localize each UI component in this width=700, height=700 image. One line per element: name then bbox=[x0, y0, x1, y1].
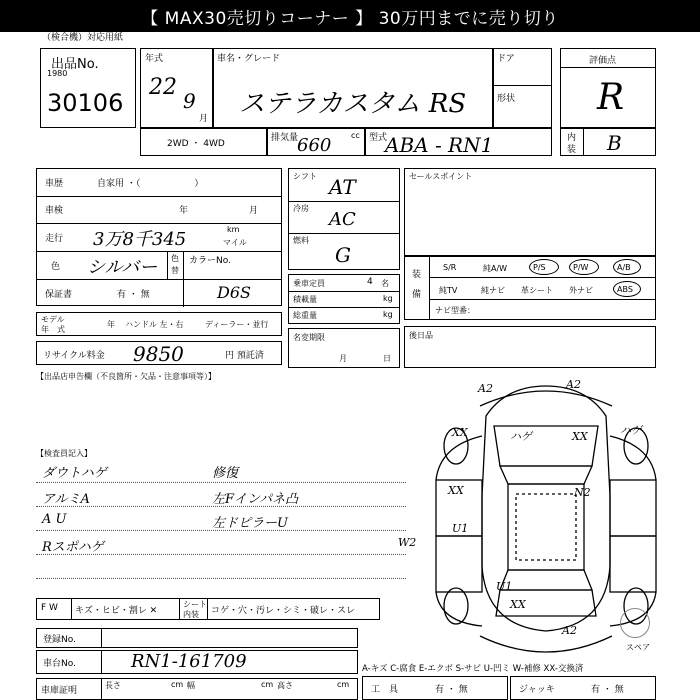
inspector-note-4: Rスポハゲ bbox=[42, 540, 104, 555]
jack-label: ジャッキ bbox=[519, 685, 555, 695]
color-label: 色 bbox=[51, 262, 61, 272]
cert-length: 長さ bbox=[105, 681, 121, 690]
interior-box bbox=[560, 128, 656, 156]
mark-w2: W2 bbox=[398, 536, 417, 549]
equipment-label2: 備 bbox=[412, 290, 422, 300]
cert-width: 幅 bbox=[187, 681, 195, 690]
year-value: 22 bbox=[149, 75, 177, 100]
model-year-label1: モデル bbox=[41, 315, 65, 324]
model-year-row bbox=[36, 312, 282, 336]
inspector-note-7: 左ドピラーU bbox=[212, 516, 288, 531]
model-year-label2: 年 式 bbox=[41, 325, 65, 334]
load-unit: kg bbox=[383, 294, 393, 303]
interior-condition-row bbox=[36, 598, 380, 620]
cert-cm3: cm bbox=[337, 680, 350, 689]
shift-label: シフト bbox=[293, 172, 317, 181]
cert-cm2: cm bbox=[261, 680, 274, 689]
after-date-box bbox=[404, 326, 656, 368]
equip-ext-navi: 外ナビ bbox=[569, 286, 593, 295]
name-change-month: 月 bbox=[339, 354, 347, 363]
equip-navi: 純ナビ bbox=[481, 286, 505, 295]
mark-a2-2: A2 bbox=[566, 378, 581, 391]
fw-label: F W bbox=[41, 603, 58, 613]
model-value: ABA - RN1 bbox=[385, 133, 494, 157]
equip-ab: A/B bbox=[617, 263, 631, 272]
inspection-label: 車検 bbox=[45, 206, 64, 216]
ac-label: 冷房 bbox=[293, 204, 309, 213]
fuel-label: 燃料 bbox=[293, 236, 309, 245]
spare-tire-icon bbox=[620, 608, 650, 638]
inspection-year: 年 bbox=[179, 206, 189, 216]
mark-u1-2: U1 bbox=[496, 580, 513, 593]
car-name-box bbox=[212, 48, 494, 128]
mileage-mile: マイル bbox=[223, 238, 247, 247]
mark-hage-2: ハゲ bbox=[620, 424, 642, 437]
fw-items: キズ・ヒビ・割レ ✕ bbox=[75, 606, 158, 616]
equipment-box bbox=[404, 256, 656, 320]
equip-pw: P/W bbox=[573, 263, 589, 272]
history-label: 車歴 bbox=[45, 179, 64, 189]
score-value: R bbox=[597, 77, 625, 118]
circle-ab bbox=[613, 259, 641, 275]
chassis-value: RN1-161709 bbox=[131, 651, 247, 672]
jack-row bbox=[510, 676, 656, 700]
ac-value: AC bbox=[329, 209, 356, 230]
capacity-value: 4 bbox=[367, 277, 373, 287]
warranty-value: 有 ・ 無 bbox=[117, 290, 150, 300]
mark-xx-3: XX bbox=[448, 484, 464, 497]
model-year-handle: ハンドル 左・右 bbox=[125, 320, 184, 329]
shift-value: AT bbox=[329, 175, 356, 199]
damage-legend: A-キズ C-腐食 E-エクボ S-サビ U-凹ミ W-補修 XX-交換済 bbox=[362, 664, 584, 674]
equip-navi-model: ナビ型番： bbox=[435, 306, 475, 315]
drive-label: 2WD ・ 4WD bbox=[167, 139, 225, 149]
mileage-km: km bbox=[227, 225, 240, 234]
after-date-label: 後日品 bbox=[409, 331, 433, 340]
capacity-label: 乗車定員 bbox=[293, 279, 325, 288]
color-no-value: D6S bbox=[217, 283, 251, 302]
mark-xx-2: XX bbox=[572, 430, 588, 443]
shift-ac-fuel-box bbox=[288, 168, 400, 270]
spare-label: スペア bbox=[626, 643, 650, 652]
lot-box bbox=[40, 48, 136, 128]
seat-items: コゲ・穴・汚レ・シミ・破レ・スレ bbox=[211, 606, 356, 616]
lot-label: 出品No. bbox=[51, 57, 99, 72]
load-label: 積載量 bbox=[293, 295, 317, 304]
equip-abs: ABS bbox=[617, 285, 633, 294]
name-change-label: 名変期限 bbox=[293, 333, 325, 342]
year-month: 9 bbox=[183, 89, 196, 113]
car-name-label: 車名・グレード bbox=[217, 54, 281, 64]
fuel-value: G bbox=[335, 243, 351, 267]
mark-xx-4: XX bbox=[510, 598, 526, 611]
score-box bbox=[560, 48, 656, 128]
equip-ps: P/S bbox=[533, 263, 546, 272]
year-label: 年式 bbox=[145, 54, 164, 64]
recycle-label: リサイクル料金 bbox=[43, 351, 105, 361]
color-value: シルバー bbox=[87, 257, 158, 278]
model-year-year: 年 bbox=[107, 320, 115, 329]
circle-abs bbox=[613, 281, 641, 297]
capacity-unit: 名 bbox=[381, 279, 389, 288]
seat-label2: 内装 bbox=[183, 610, 199, 619]
displacement-label: 排気量 bbox=[271, 133, 299, 143]
door-label: ドア bbox=[497, 54, 515, 64]
mark-n2: N2 bbox=[574, 486, 591, 499]
top-note: （検合機）対応用紙 bbox=[42, 33, 124, 43]
color-change1: 色 bbox=[171, 254, 179, 263]
warranty-label: 保証書 bbox=[45, 290, 73, 300]
car-damage-diagram bbox=[396, 376, 700, 668]
model-year-dealer: ディーラー・並行 bbox=[205, 320, 269, 329]
cert-cm1: cm bbox=[171, 680, 184, 689]
inspector-label: 【検査員記入】 bbox=[36, 449, 92, 458]
gross-label: 総重量 bbox=[293, 311, 317, 320]
score-label: 評価点 bbox=[589, 56, 617, 66]
year-month-unit: 月 bbox=[199, 114, 209, 124]
displacement-value: 660 bbox=[297, 135, 332, 156]
history-value: 自家用 ・（ ） bbox=[97, 179, 204, 189]
shape-label: 形状 bbox=[497, 94, 516, 104]
equip-leather: 革シート bbox=[521, 286, 553, 295]
displacement-box bbox=[266, 128, 366, 156]
garage-cert-row bbox=[36, 678, 358, 700]
displacement-unit: cc bbox=[351, 131, 360, 140]
color-no-label: カラーNo. bbox=[189, 256, 231, 266]
equip-aw: 純A/W bbox=[483, 264, 508, 273]
circle-pw bbox=[569, 259, 599, 275]
registration-label: 登録No. bbox=[43, 635, 76, 645]
mark-u1-1: U1 bbox=[452, 522, 469, 535]
lot-sub: 1980 bbox=[47, 69, 68, 78]
equip-sr: S/R bbox=[443, 263, 457, 272]
mark-a2-3: A2 bbox=[562, 624, 577, 637]
name-change-day: 日 bbox=[383, 354, 391, 363]
cert-height: 高さ bbox=[277, 681, 293, 690]
inspector-note-3: A U bbox=[42, 512, 67, 527]
chassis-row bbox=[36, 650, 358, 674]
mark-xx-1: XX bbox=[452, 426, 468, 439]
inspector-note-6: 左Fインパネ凸 bbox=[212, 492, 299, 507]
interior-label1: 内 bbox=[567, 133, 577, 143]
sales-point-box bbox=[404, 168, 656, 256]
capacity-box bbox=[288, 274, 400, 324]
sales-point-label: セールスポイント bbox=[409, 172, 473, 181]
recycle-row bbox=[36, 341, 282, 365]
gross-unit: kg bbox=[383, 310, 393, 319]
door-box bbox=[492, 48, 552, 128]
chassis-label: 車台No. bbox=[43, 659, 76, 669]
recycle-unit: 円 預託済 bbox=[225, 351, 264, 361]
seat-label1: シート bbox=[183, 600, 207, 609]
recycle-value: 9850 bbox=[133, 342, 184, 366]
mileage-value: 3万8千345 bbox=[93, 229, 187, 250]
details-table bbox=[36, 168, 282, 306]
inspector-note-5: 修復 bbox=[212, 466, 239, 481]
equip-tv: 純TV bbox=[439, 286, 458, 295]
lot-number: 30106 bbox=[47, 89, 124, 117]
model-label: 型式 bbox=[369, 133, 388, 143]
model-box bbox=[364, 128, 552, 156]
banner: 【 MAX30売切りコーナー 】 30万円までに売り切り bbox=[0, 0, 700, 32]
seller-notes-label: 【出品店申告欄（不良箇所・欠品・注意事項等）】 bbox=[36, 372, 216, 381]
inspector-note-2: アルミA bbox=[42, 492, 90, 507]
interior-label2: 装 bbox=[567, 145, 577, 155]
tools-label: 工 具 bbox=[371, 685, 399, 695]
equipment-label1: 装 bbox=[412, 270, 422, 280]
registration-row bbox=[36, 628, 358, 648]
color-change2: 替 bbox=[171, 266, 179, 275]
tools-value: 有 ・ 無 bbox=[435, 685, 468, 695]
drive-box bbox=[140, 128, 268, 156]
interior-value: B bbox=[607, 131, 622, 155]
tools-row bbox=[362, 676, 508, 700]
mark-hage-1: ハゲ bbox=[510, 430, 532, 443]
year-box bbox=[140, 48, 214, 128]
mileage-label: 走行 bbox=[45, 234, 64, 244]
mark-a2-1: A2 bbox=[478, 382, 493, 395]
cert-label: 車庫証明 bbox=[41, 686, 78, 696]
inspector-note-1: ダウトハゲ bbox=[42, 466, 107, 481]
inspection-month: 月 bbox=[249, 206, 259, 216]
circle-ps bbox=[529, 259, 559, 275]
name-change-box bbox=[288, 328, 400, 368]
car-name-value: ステラカスタム RS bbox=[239, 89, 467, 119]
jack-value: 有 ・ 無 bbox=[591, 685, 624, 695]
